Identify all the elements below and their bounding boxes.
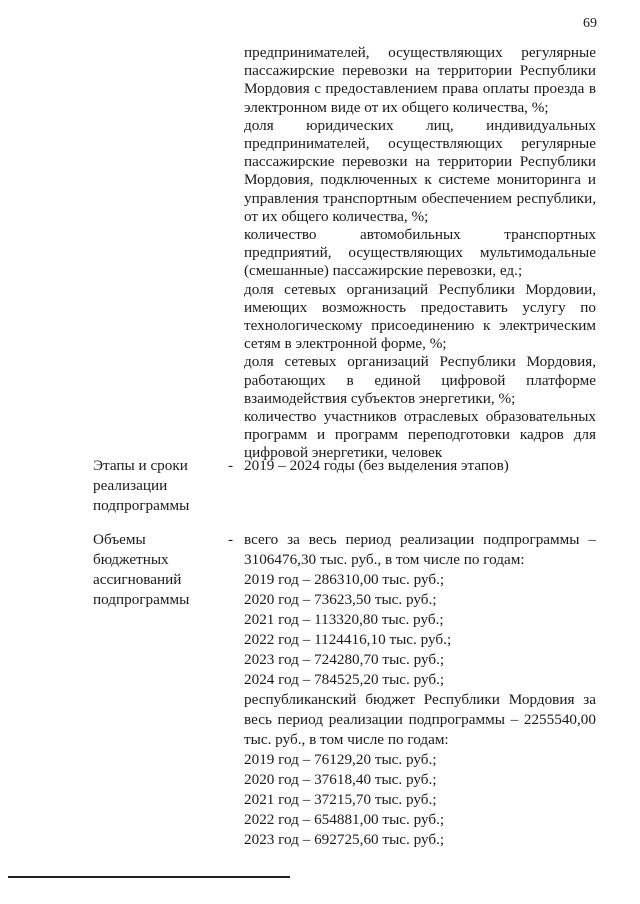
- funding-republic-year: 2022 год – 654881,00 тыс. руб.;: [244, 811, 445, 828]
- funding-label-line: ассигнований: [93, 571, 182, 588]
- funding-total-intro: всего за весь период реализации подпрограммы – 3106476,30 тыс. руб., в том числе по годам:: [244, 531, 596, 568]
- funding-total-year: 2019 год – 286310,00 тыс. руб.;: [244, 571, 445, 588]
- stages-label-line: подпрограммы: [93, 497, 190, 514]
- indicators-list: [244, 44, 596, 463]
- indicator-item: количество автомобильных транспортных предприятий, осуществляющих мультимодальные (смешанные) пассажирские перевозки, ед.;: [244, 226, 596, 280]
- funding-total-year: 2024 год – 784525,20 тыс. руб.;: [244, 671, 445, 688]
- stages-dash: -: [228, 457, 234, 474]
- page-number: 69: [583, 16, 597, 31]
- funding-total-year: 2021 год – 113320,80 тыс. руб.;: [244, 611, 444, 628]
- indicator-item: доля юридических лиц, индивидуальных предпринимателей, осуществляющих регулярные пассажирские перевозки на территории Республики Мордовия, подключенных к системе мониторинга и управления транспортным обеспечением республики, от их общего количества, %;: [244, 116, 596, 225]
- funding-republic-intro: республиканский бюджет Республики Мордовия за весь период реализации подпрограммы – 2255540,00 тыс. руб., в том числе по годам:: [244, 691, 596, 748]
- indicator-item: доля сетевых организаций Республики Мордовии, имеющих возможность предоставить услугу по технологическому присоединению к электрическим сетям в электронной форме, %;: [244, 280, 596, 353]
- funding-total-year: 2020 год – 73623,50 тыс. руб.;: [244, 591, 437, 608]
- funding-label-line: бюджетных: [93, 551, 169, 568]
- funding-label-line: Объемы: [93, 531, 146, 548]
- indicator-item: доля сетевых организаций Республики Мордовия, работающих в единой цифровой платформе взаимодействия субъектов энергетики, %;: [244, 353, 596, 407]
- funding-republic-year: 2023 год – 692725,60 тыс. руб.;: [244, 831, 445, 848]
- funding-content: [244, 530, 596, 850]
- funding-republic-year: 2020 год – 37618,40 тыс. руб.;: [244, 771, 437, 788]
- stages-label-line: реализации: [93, 477, 168, 494]
- funding-label-line: подпрограммы: [93, 591, 190, 608]
- funding-dash: -: [228, 531, 234, 548]
- footnote-rule: [8, 876, 290, 878]
- indicator-item: количество участников отраслевых образовательных программ и программ переподготовки кадров для цифровой энергетики, человек: [244, 408, 596, 462]
- stages-value: [244, 456, 596, 476]
- funding-label: [93, 530, 228, 610]
- stages-value-text: 2019 – 2024 годы (без выделения этапов): [244, 457, 509, 474]
- funding-republic-year: 2019 год – 76129,20 тыс. руб.;: [244, 751, 437, 768]
- funding-republic-year: 2021 год – 37215,70 тыс. руб.;: [244, 791, 437, 808]
- funding-total-year: 2023 год – 724280,70 тыс. руб.;: [244, 651, 445, 668]
- funding-total-year: 2022 год – 1124416,10 тыс. руб.;: [244, 631, 452, 648]
- stages-label: [93, 456, 228, 516]
- stages-label-line: Этапы и сроки: [93, 457, 188, 474]
- indicator-item: предпринимателей, осуществляющих регулярные пассажирские перевозки на территории Республики Мордовия с предоставлением права оплаты проезда в электронном виде от их общего количества, %;: [244, 44, 596, 116]
